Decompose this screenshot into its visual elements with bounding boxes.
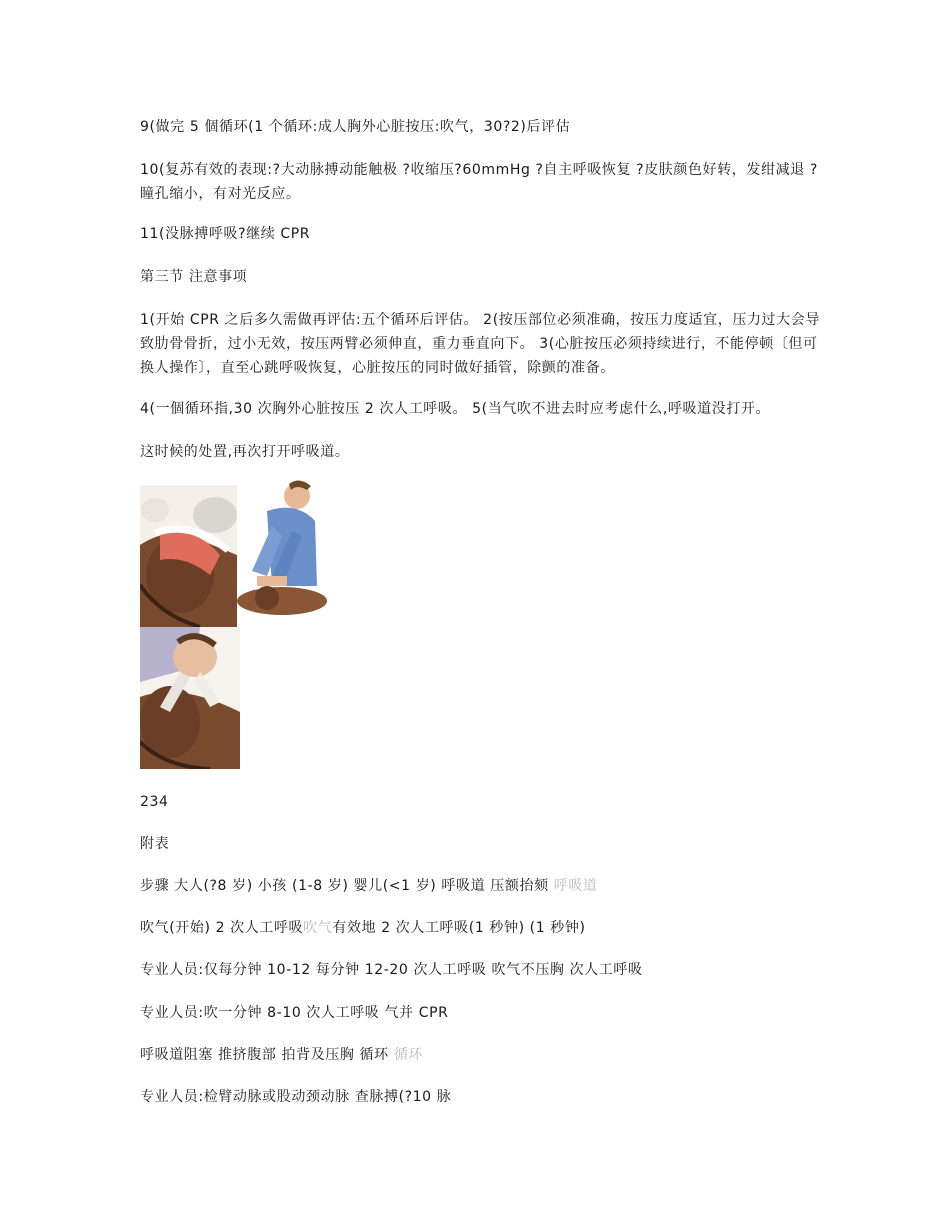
row-text: 吹气(开始) 2 次人工呼吸 bbox=[140, 920, 304, 936]
paragraph-notes-4-5: 4(一個循环指,30 次胸外心脏按压 2 次人工呼吸。 5(当气吹不进去时应考虑什么,呼吸道没打开。 bbox=[140, 401, 771, 417]
table-row-pulse: 专业人员:检臂动脉或股动颈动脉 查脉搏(?10 脉 bbox=[140, 1089, 452, 1105]
row-text: 步骤 大人(?8 岁) 小孩 (1-8 岁) 婴儿(<1 岁) 呼吸道 压额抬颏 bbox=[140, 878, 549, 894]
table-row-professional-1: 专业人员:仅每分钟 10-12 每分钟 12-20 次人工呼吸 吹气不压胸 次人工呼吸 bbox=[140, 962, 643, 978]
chest-compression-illustration bbox=[237, 476, 327, 626]
row-text: 呼吸道阻塞 推挤腹部 拍背及压胸 循环 bbox=[140, 1047, 389, 1063]
appendix-title: 附表 bbox=[140, 836, 170, 852]
rescue-breathing-illustration bbox=[140, 627, 240, 769]
paragraph-disposal: 这时候的处置,再次打开呼吸道。 bbox=[140, 444, 350, 460]
faint-text: 吹气 bbox=[303, 920, 333, 936]
airway-illustration bbox=[140, 485, 237, 627]
faint-text: 呼吸道 bbox=[553, 878, 598, 894]
paragraph-step-9: 9(做完 5 個循环(1 个循环:成人胸外心脏按压:吹气，30?2)后评估 bbox=[140, 119, 571, 135]
paragraph-step-10: 10(复苏有效的表现:?大动脉搏动能触极 ?收缩压?60mmHg ?自主呼吸恢复 ?皮肤颜色好转，发绀减退 ?瞳孔缩小，有对光反应。 bbox=[140, 162, 818, 202]
row-text: 有效地 2 次人工呼吸(1 秒钟) (1 秒钟) bbox=[332, 920, 586, 936]
paragraph-step-11: 11(没脉搏呼吸?继续 CPR bbox=[140, 226, 311, 242]
table-row-obstruction bbox=[140, 1043, 820, 1067]
faint-text: 循环 bbox=[393, 1047, 424, 1063]
paragraph-notes-1-3: 1(开始 CPR 之后多久需做再评估:五个循环后评估。 2(按压部位必须准确，按压力度适宜，压力过大会导致肋骨骨折，过小无效，按压两臂必须伸直，重力垂直向下。 3(心脏按压必须持续进行，不能停顿〔但可换人操作〕，直至心跳呼吸恢复，心脏按压的同时做好插管，除颤的准备。 bbox=[140, 312, 820, 376]
table-row-professional-2: 专业人员:吹一分钟 8-10 次人工呼吸 气并 CPR bbox=[140, 1005, 449, 1021]
table-row-breathing bbox=[140, 916, 820, 940]
section-heading: 第三节 注意事项 bbox=[140, 269, 248, 285]
table-row-steps bbox=[140, 874, 820, 898]
page-number: 234 bbox=[140, 794, 169, 810]
